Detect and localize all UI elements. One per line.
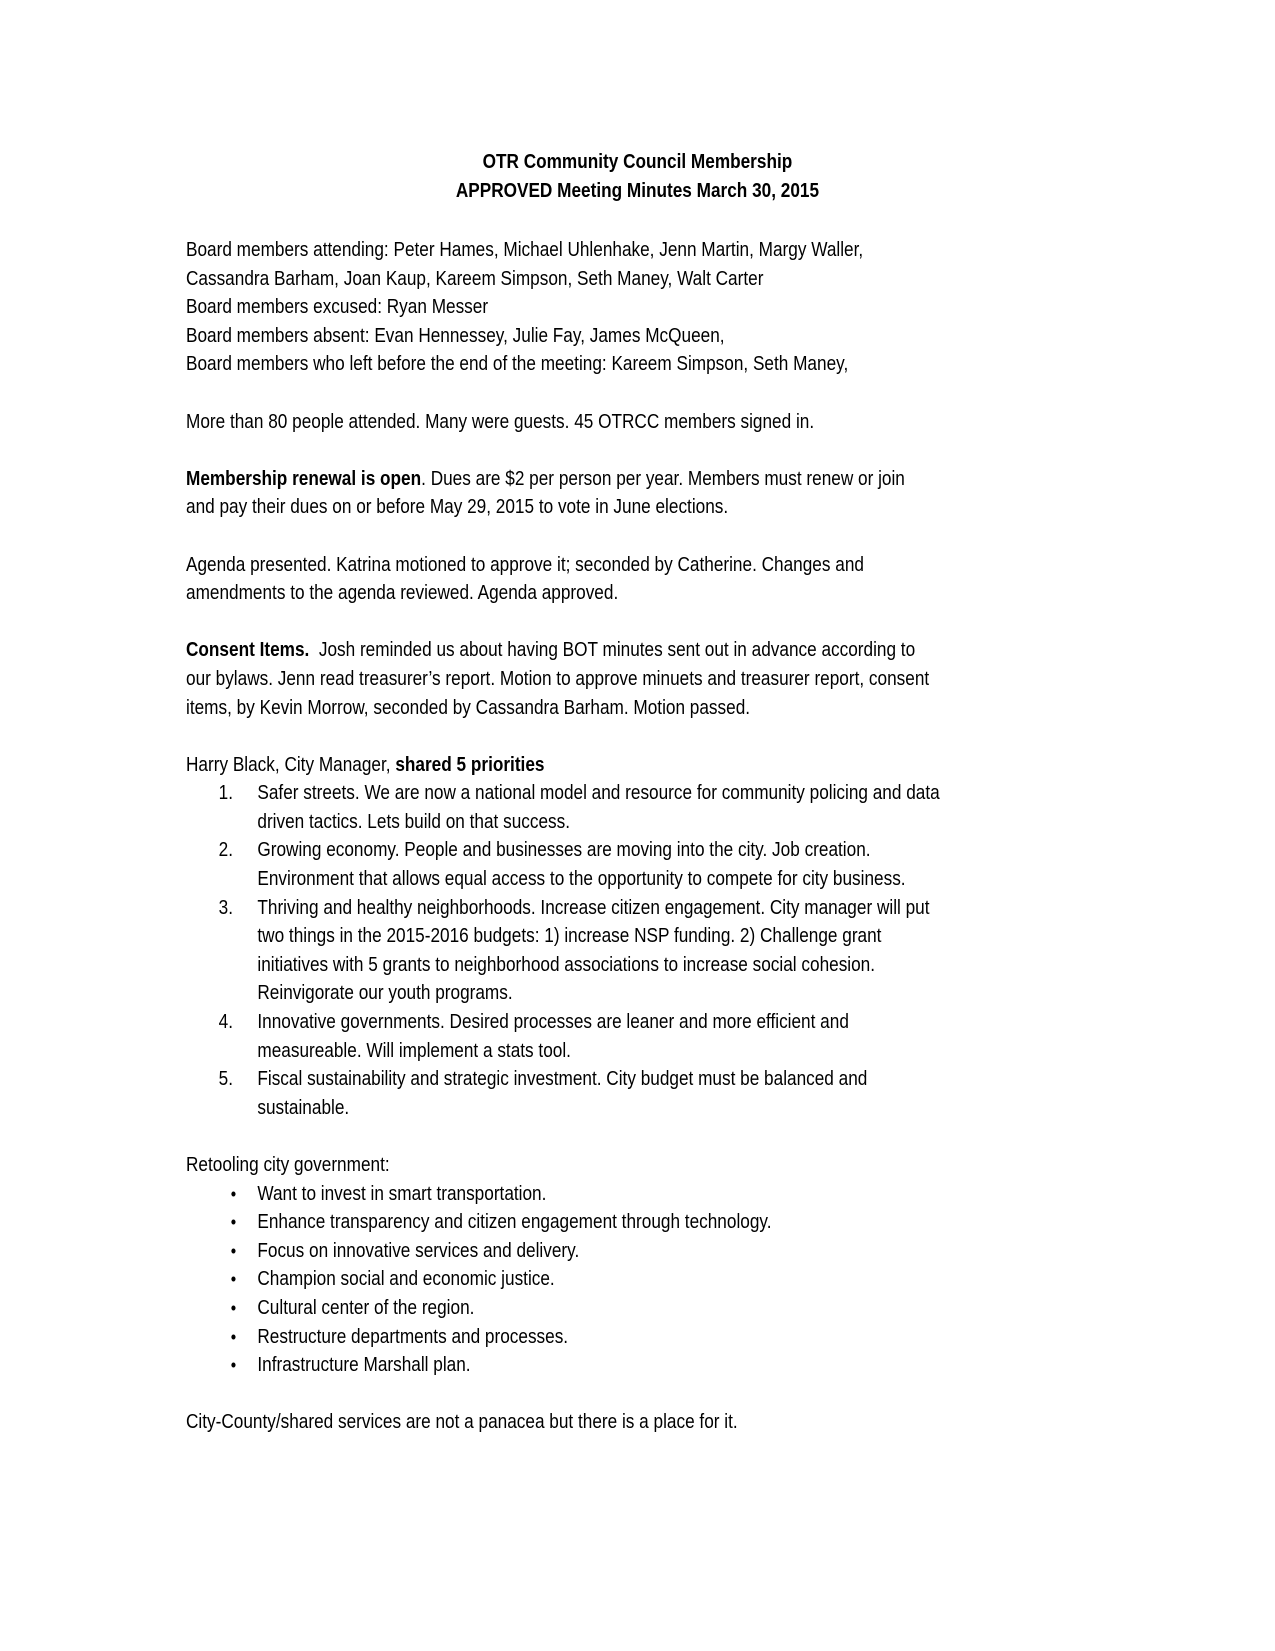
priority-line: sustainable. xyxy=(257,1096,350,1119)
retooling-intro xyxy=(186,1151,1132,1180)
retooling-item xyxy=(186,1294,1132,1323)
agenda-line: Agenda presented. Katrina motioned to approve it; seconded by Catherine. Changes and xyxy=(186,553,864,576)
retooling-item-text: Infrastructure Marshall plan. xyxy=(257,1354,471,1377)
priority-line: driven tactics. Lets build on that success. xyxy=(257,810,571,833)
agenda-line: amendments to the agenda reviewed. Agenda approved. xyxy=(186,582,619,605)
document-title xyxy=(89,148,1186,206)
retooling-item xyxy=(186,1351,1132,1380)
priority-item xyxy=(186,1065,1132,1122)
retooling-item-text: Restructure departments and processes. xyxy=(257,1325,569,1348)
retooling-item xyxy=(186,1237,1132,1266)
attendance-line: Cassandra Barham, Joan Kaup, Kareem Simpson, Seth Maney, Walt Carter xyxy=(186,267,764,290)
retooling-list xyxy=(186,1180,1132,1380)
retooling-item-text: Focus on innovative services and delivery. xyxy=(257,1239,580,1262)
priority-line: Growing economy. People and businesses are moving into the city. Job creation. xyxy=(257,839,871,862)
title-line-2: APPROVED Meeting Minutes March 30, 2015 xyxy=(455,180,820,202)
priority-line: Environment that allows equal access to the opportunity to compete for city business. xyxy=(257,868,906,891)
priorities-intro xyxy=(186,751,1132,780)
attendees-text: More than 80 people attended. Many were guests. 45 OTRCC members signed in. xyxy=(186,410,815,433)
attendance-line: Board members attending: Peter Hames, Michael Uhlenhake, Jenn Martin, Margy Waller, xyxy=(186,239,864,261)
bullet-icon: • xyxy=(230,1183,237,1204)
priorities-intro-line xyxy=(186,751,1132,780)
list-number: 5. xyxy=(218,1068,234,1091)
excused-line: Board members excused: Ryan Messer xyxy=(186,296,489,319)
priority-line: initiatives with 5 grants to neighborhood associations to increase social cohesion. xyxy=(257,953,876,976)
priorities-intro-text: Harry Black, City Manager, xyxy=(186,753,396,776)
priorities-list xyxy=(186,779,1132,1122)
closing-paragraph xyxy=(186,1408,1132,1437)
priority-item xyxy=(186,1008,1132,1065)
retooling-item xyxy=(186,1265,1132,1294)
priority-line: Thriving and healthy neighborhoods. Increase citizen engagement. City manager will put xyxy=(257,896,930,919)
retooling-item-text: Enhance transparency and citizen engagement through technology. xyxy=(257,1211,772,1234)
membership-heading: Membership renewal is open xyxy=(186,467,422,490)
agenda-section xyxy=(186,551,1132,608)
retooling-item-text: Champion social and economic justice. xyxy=(257,1268,555,1291)
priority-line: Fiscal sustainability and strategic investment. City budget must be balanced and xyxy=(257,1068,868,1091)
list-number: 4. xyxy=(218,1011,234,1034)
absent-line: Board members absent: Evan Hennessey, Julie Fay, James McQueen, xyxy=(186,324,725,347)
membership-line: and pay their dues on or before May 29, 2015 to vote in June elections. xyxy=(186,496,729,519)
consent-line xyxy=(186,636,1132,665)
bullet-icon: • xyxy=(230,1269,237,1290)
membership-section xyxy=(186,465,1132,522)
bullet-icon: • xyxy=(230,1212,237,1233)
closing-text: City-County/shared services are not a panacea but there is a place for it. xyxy=(186,1411,738,1434)
retooling-item xyxy=(186,1180,1132,1209)
document-body xyxy=(186,236,1132,1437)
list-number: 2. xyxy=(218,839,234,862)
bullet-icon: • xyxy=(230,1240,237,1261)
left-early-line: Board members who left before the end of the meeting: Kareem Simpson, Seth Maney, xyxy=(186,353,849,376)
spacer xyxy=(186,1380,1132,1409)
list-number: 1. xyxy=(218,782,234,805)
attendance-section xyxy=(186,236,1132,379)
attendees-note xyxy=(186,408,1132,437)
retooling-item-text: Want to invest in smart transportation. xyxy=(257,1182,547,1205)
bullet-icon: • xyxy=(230,1326,237,1347)
consent-line: our bylaws. Jenn read treasurer’s report. Motion to approve minuets and treasurer report, consent xyxy=(186,667,930,690)
priority-line: two things in the 2015-2016 budgets: 1) increase NSP funding. 2) Challenge grant xyxy=(257,925,882,948)
retooling-intro-line: Retooling city government: xyxy=(186,1154,390,1176)
priority-item xyxy=(186,894,1132,1008)
spacer xyxy=(186,1122,1132,1151)
retooling-item-text: Cultural center of the region. xyxy=(257,1296,475,1319)
priority-item xyxy=(186,836,1132,893)
priority-line: Safer streets. We are now a national model and resource for community policing and data xyxy=(257,782,940,805)
priority-line: Reinvigorate our youth programs. xyxy=(257,982,513,1005)
list-number: 3. xyxy=(218,896,234,919)
title-line-1: OTR Community Council Membership xyxy=(482,151,793,173)
membership-text: . Dues are $2 per person per year. Members must renew or join xyxy=(421,467,905,490)
priority-item xyxy=(186,779,1132,836)
consent-text: Josh reminded us about having BOT minutes sent out in advance according to xyxy=(309,639,916,662)
consent-heading: Consent Items. xyxy=(186,639,310,662)
retooling-item xyxy=(186,1323,1132,1352)
priority-line: measureable. Will implement a stats tool. xyxy=(257,1039,571,1062)
consent-section xyxy=(186,636,1132,722)
consent-line: items, by Kevin Morrow, seconded by Cassandra Barham. Motion passed. xyxy=(186,696,751,719)
retooling-item xyxy=(186,1208,1132,1237)
bullet-icon: • xyxy=(230,1297,237,1318)
membership-line xyxy=(186,465,1132,494)
bullet-icon: • xyxy=(230,1355,237,1376)
priority-line: Innovative governments. Desired processes are leaner and more efficient and xyxy=(257,1011,849,1034)
priorities-intro-bold: shared 5 priorities xyxy=(395,753,545,776)
